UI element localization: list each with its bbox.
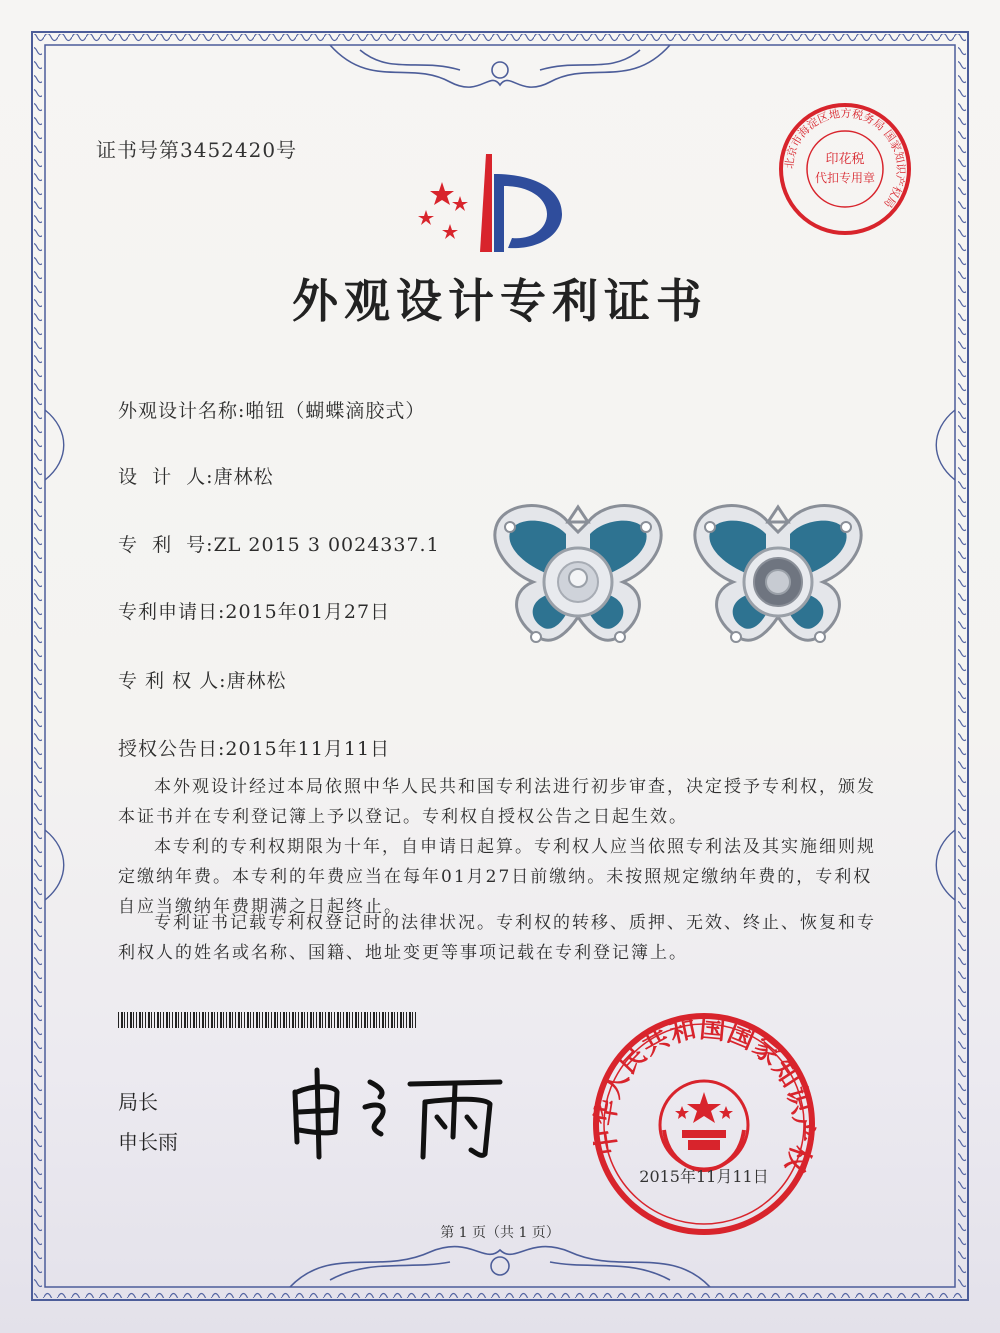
signature	[285, 1062, 525, 1162]
field-label: 专利申请日:	[118, 601, 226, 623]
field-design-name	[118, 396, 425, 423]
tax-stamp-inner2: 代扣专用章	[814, 171, 876, 185]
field-value: 唐林松	[226, 670, 287, 692]
tax-stamp-outer-text: 北京市海淀区地方税务局 国家知识产权局	[782, 106, 908, 211]
field-value: 唐林松	[213, 466, 274, 488]
field-application-date	[118, 597, 390, 624]
paragraph-1: 本外观设计经过本局依照中华人民共和国专利法进行初步审查，决定授予专利权，颁发本证书并在专利登记簿上予以登记。专利权自授权公告之日起生效。	[118, 777, 876, 827]
tax-stamp-inner1: 印花税	[825, 152, 865, 167]
field-value: 啪钮（蝴蝶滴胶式）	[245, 400, 426, 422]
certificate-number: 证书号第3452420号	[96, 138, 298, 162]
field-label: 授权公告日:	[118, 738, 226, 760]
office-seal-text: 中华人民共和国国家知识产权	[590, 1013, 818, 1177]
barcode	[118, 1012, 418, 1028]
field-label: 专 利 号:	[118, 534, 214, 556]
design-image	[488, 492, 868, 662]
field-grant-date	[118, 734, 390, 761]
chief-name: 申长雨	[118, 1130, 178, 1154]
cnipa-logo	[412, 152, 572, 262]
paragraph-2: 本专利的专利权期限为十年，自申请日起算。专利权人应当依照专利法及其实施细则规定缴纳年费。本专利的年费应当在每年01月27日前缴纳。未按照规定缴纳年费的，专利权自应当缴纳年费期满之日起终止。	[118, 837, 876, 917]
chief-title: 局长	[118, 1090, 158, 1114]
paragraph-3: 专利证书记载专利权登记时的法律状况。专利权的转移、质押、无效、终止、恢复和专利权人的姓名或名称、国籍、地址变更等事项记载在专利登记簿上。	[118, 913, 876, 963]
office-seal-date: 2015年11月11日	[639, 1167, 769, 1186]
field-value: ZL 2015 3 0024337.1	[213, 534, 440, 556]
field-label: 设 计 人:	[118, 466, 214, 488]
field-value: 2015年11月11日	[225, 738, 391, 760]
field-patentee	[118, 666, 287, 693]
field-label: 外观设计名称:	[118, 400, 246, 422]
office-seal	[590, 1010, 818, 1238]
field-label: 专 利 权 人:	[118, 670, 227, 692]
page-number: 第 1 页（共 1 页）	[440, 1225, 560, 1241]
certificate-title: 外观设计专利证书	[292, 274, 708, 328]
field-designer	[118, 462, 274, 489]
field-value: 2015年01月27日	[225, 601, 391, 623]
tax-stamp	[776, 100, 914, 238]
field-patent-number	[118, 530, 440, 557]
